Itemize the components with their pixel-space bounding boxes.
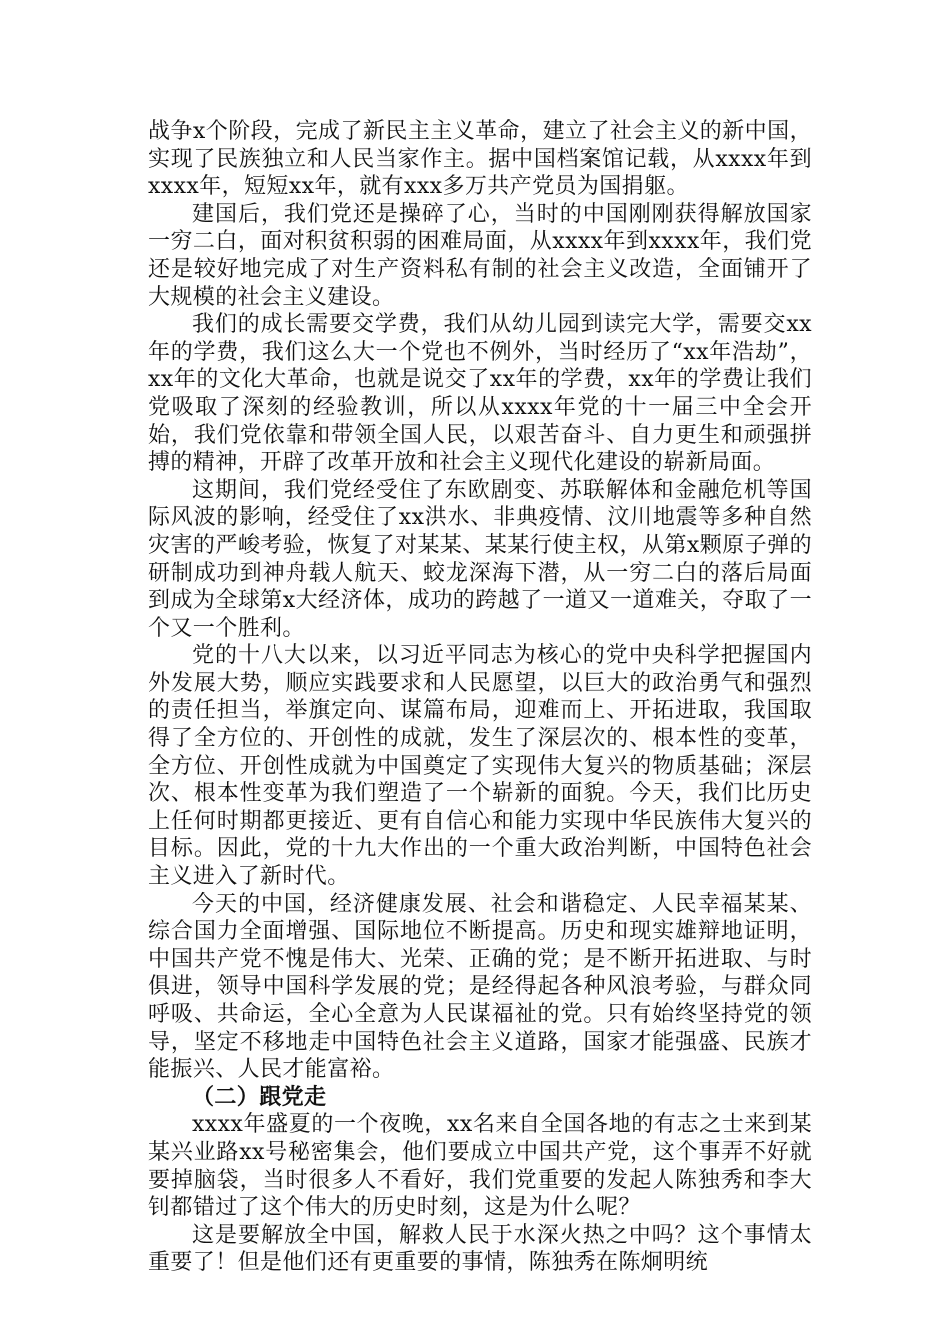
paragraph-3: 我们的成长需要交学费，我们从幼儿园到读完大学，需要交xx年的学费，我们这么大一个党也不例外，当时经历了“xx年浩劫”，xx年的文化大革命，也就是说交了xx年的学费，xx年的学费让我们党吸取了深刻的经验教训，所以从xxxx年党的十一届三中全会开始，我们党依靠和带领全国人民，以艰苦奋斗、自力更生和顽强拼搏的精神，开辟了改革开放和社会主义现代化建设的崭新局面。	[148, 312, 812, 476]
paragraph-1: 战争x个阶段，完成了新民主主义革命，建立了社会主义的新中国，实现了民族独立和人民当家作主。据中国档案馆记载，从xxxx年到xxxx年，短短xx年，就有xxx多万共产党员为国捐躯。	[148, 119, 812, 200]
paragraph-8: 这是要解放全中国，解救人民于水深火热之中吗？这个事情太重要了！但是他们还有更重要的事情，陈独秀在陈炯明统	[148, 1222, 812, 1276]
paragraph-5: 党的十八大以来，以习近平同志为核心的党中央科学把握国内外发展大势，顺应实践要求和人民愿望，以巨大的政治勇气和强烈的责任担当，举旗定向、谋篇布局，迎难而上、开拓进取，我国取得了全方位的、开创性的成就，发生了深层次的、根本性的变革，全方位、开创性成就为中国奠定了实现伟大复兴的物质基础；深层次、根本性变革为我们塑造了一个崭新的面貌。今天，我们比历史上任何时期都更接近、更有自信心和能力实现中华民族伟大复兴的目标。因此，党的十九大作出的一个重大政治判断，中国特色社会主义进入了新时代。	[148, 643, 812, 890]
paragraph-7: xxxx年盛夏的一个夜晚，xx名来自全国各地的有志之士来到某某兴业路xx号秘密集会，他们要成立中国共产党，这个事弄不好就要掉脑袋，当时很多人不看好，我们党重要的发起人陈独秀和李大钊都错过了这个伟大的历史时刻，这是为什么呢？	[148, 1112, 812, 1221]
document-page	[148, 118, 812, 1277]
paragraph-2: 建国后，我们党还是操碎了心，当时的中国刚刚获得解放国家一穷二白，面对积贫积弱的困难局面，从xxxx年到xxxx年，我们党还是较好地完成了对生产资料私有制的社会主义改造，全面铺开了大规模的社会主义建设。	[148, 201, 812, 310]
paragraph-6: 今天的中国，经济健康发展、社会和谐稳定、人民幸福某某、综合国力全面增强、国际地位不断提高。历史和现实雄辩地证明，中国共产党不愧是伟大、光荣、正确的党；是不断开拓进取、与时俱进，领导中国科学发展的党；是经得起各种风浪考验，与群众同呼吸、共命运，全心全意为人民谋福祉的党。只有始终坚持党的领导，坚定不移地走中国特色社会主义道路，国家才能强盛、民族才能振兴、人民才能富裕。	[148, 891, 812, 1083]
paragraph-4: 这期间，我们党经受住了东欧剧变、苏联解体和金融危机等国际风波的影响，经受住了xx洪水、非典疫情、汶川地震等多种自然灾害的严峻考验，恢复了对某某、某某行使主权，从第x颗原子弹的研制成功到神舟载人航天、蛟龙深海下潜，从一穷二白的落后局面到成为全球第x大经济体，成功的跨越了一道又一道难关，夺取了一个又一个胜利。	[148, 477, 812, 641]
section-heading: （二）跟党走	[192, 1083, 327, 1110]
